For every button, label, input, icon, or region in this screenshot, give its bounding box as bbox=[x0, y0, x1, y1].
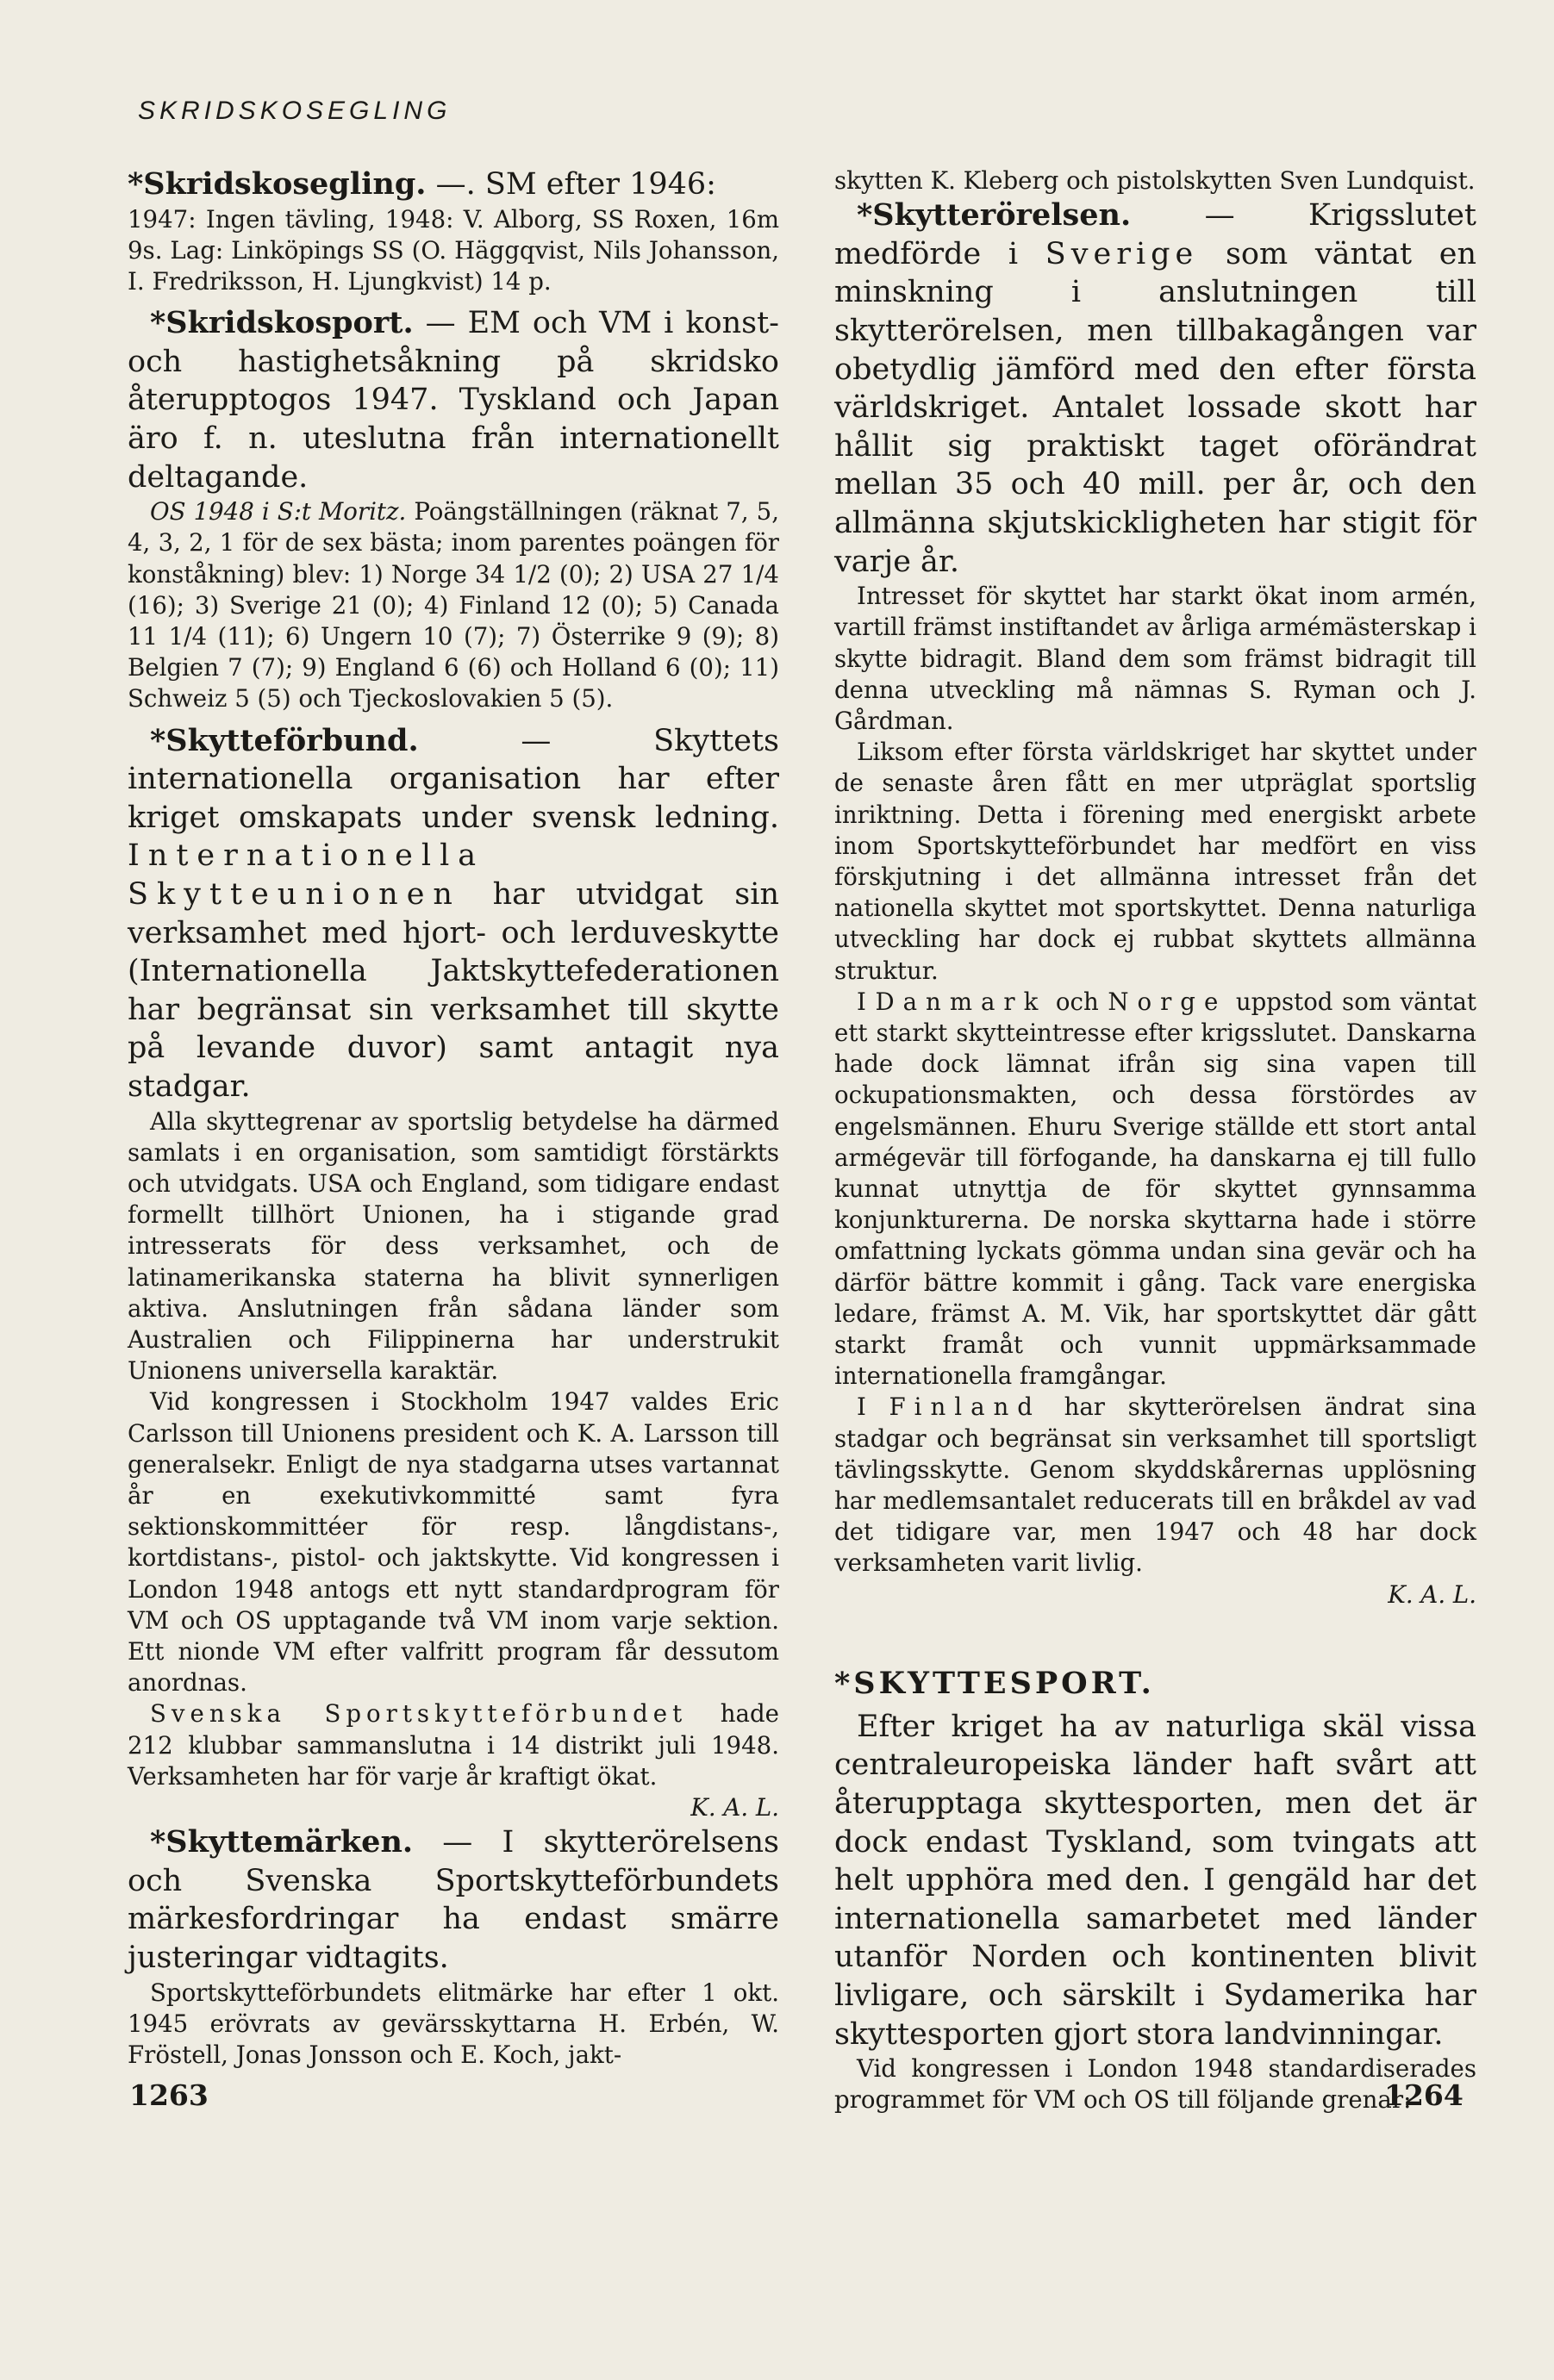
paragraph: Alla skyttegrenar av sportslig betydelse ha därmed samlats i en organisation, som samtidigt förstärkts och utvidgats. USA och England, som tidigare endast formellt tillhört Unionen, ha i stigande grad intresserats för dess verksamhet, och de latinamerikanska staterna ha blivit synnerligen aktiva. Anslutningen från sådana länder som Australien och Filippinerna har understrukit Unionens universella karaktär. bbox=[128, 1106, 779, 1386]
left-column bbox=[128, 165, 779, 2071]
entry-skridskosport: *Skridskosport. — EM och VM i konst- och hastighetsåkning på skridsko återupptogos 1947. Tyskland och Japan äro f. n. uteslutna från internationellt deltagande. bbox=[128, 305, 779, 495]
skridskosegling-results: 1947: Ingen tävling, 1948: V. Alborg, SS Roxen, 16m 9s. Lag: Linköpings SS (O. Häggqvist, Nils Johansson, I. Fredriksson, H. Ljungkvist) 14 p. bbox=[128, 204, 779, 296]
section-title-skyttesport: *SKYTTESPORT. bbox=[834, 1665, 1155, 1701]
page-number-right: 1264 bbox=[1384, 2078, 1464, 2112]
signature-row bbox=[834, 1579, 1476, 1611]
paragraph: I Danmark och Norge uppstod som väntat ett starkt skytteintresse efter krigsslutet. Danskarna hade dock lämnat ifrån sig sina vapen till ockupationsmakten, och dessa förstördes av engelsmännen. Ehuru Sverige ställde ett stort antal armégevär till förfogande, ha danskarna ej till fullo kunnat utnyttja de för skyttet gynnsamma konjunkturerna. De norska skyttarna hade i större omfattning lyckats gömma undan sina gevär och ha därför bättre kommit i gång. Tack vare energiska ledare, främst A. M. Vik, har sportskyttet där gått starkt framåt och vunnit uppmärksammade internationella framgångar. bbox=[834, 987, 1476, 1391]
entry-skyttemarken: *Skyttemärken. — I skytterörelsens och Svenska Sportskytteförbundets märkesfordringar ha endast smärre justeringar vidtagits. bbox=[128, 1824, 779, 1975]
os-1948-results: OS 1948 i S:t Moritz. Poängställningen (räknat 7, 5, 4, 3, 2, 1 för de sex bästa; inom parentes poängen för konståkning) blev: 1) Norge 34 1/2 (0); 2) USA 27 1/4 (16); 3) Sverige 21 (0); 4) Finland 12 (0); 5) Canada 11 1/4 (11); 6) Ungern 10 (7); 7) Österrike 9 (9); 8) Belgien 7 (7); 9) England 6 (6) och Holland 6 (0); 11) Schweiz 5 (5) och Tjeckoslovakien 5 (5). bbox=[128, 497, 779, 713]
paragraph: Svenska Sportskytteförbundet hade 212 klubbar sammanslutna i 14 distrikt juli 1948. Verksamheten har för varje år kraftigt ökat. bbox=[128, 1699, 779, 1791]
author-signature: K. A. L. bbox=[690, 1793, 779, 1822]
right-column bbox=[834, 165, 1476, 2116]
continuation: skytten K. Kleberg och pistolskytten Sven Lundquist. bbox=[834, 166, 1476, 195]
headword: *Skytterörelsen. bbox=[857, 197, 1132, 234]
paragraph: Intresset för skyttet har starkt ökat inom armén, vartill främst instiftandet av årliga armémästerskap i skytte bidragit. Bland dem som främst bidragit till denna utveckling må nämnas S. Ryman och J. Gårdman. bbox=[834, 582, 1476, 735]
paragraph: Vid kongressen i Stockholm 1947 valdes Eric Carlsson till Unionens president och K. A. Larsson till generalsekr. Enligt de nya stadgarna utses vartannat år en exekutivkommitté samt fyra sektionskommittéer för resp. långdistans-, kortdistans-, pistol- och jaktskytte. Vid kongressen i London 1948 antogs ett nytt standardprogram för VM och OS upptagande två VM inom varje sektion. Ett nionde VM efter valfritt program får dessutom anordnas. bbox=[128, 1387, 779, 1698]
headword: *Skridskosport. bbox=[150, 305, 414, 341]
entry-skytteforbund: *Skytteförbund. — Skyttets internationella organisation har efter kriget omskapats under svensk ledning. Internationella Skytteunionen har utvidgat sin verksamhet med hjort- och lerduveskytte (Internationella Jaktskyttefederationen har begränsat sin verksamhet till skytte på levande duvor) samt antagit nya stadgar. bbox=[128, 722, 779, 1104]
page-number-left: 1263 bbox=[129, 2078, 209, 2112]
signature-row bbox=[128, 1792, 779, 1823]
headword: *Skyttemärken. bbox=[150, 1824, 414, 1860]
paragraph: Liksom efter första världskriget har skyttet under de senaste åren fått en mer utpräglat sportslig inriktning. Detta i förening med energiskt arbete inom Sportskytteförbundet har medfört en viss förskjutning i det allmänna intresset från det nationella skyttet mot sportskyttet. Denna naturliga utveckling har dock ej rubbat skyttets allmänna struktur. bbox=[834, 738, 1476, 985]
paragraph: Efter kriget ha av naturliga skäl vissa centraleuropeiska länder haft svårt att återupptaga skyttesporten, men det är dock endast Tyskland, som tvingats att helt upphöra med den. I gengäld har det internationella samarbetet med länder utanför Norden och kontinenten blivit livligare, och särskilt i Sydamerika har skyttesporten gjort stora landvinningar. bbox=[834, 1709, 1476, 2052]
entry-skytterorelsen: *Skytterörelsen. — Krigsslutet medförde i Sverige som väntat en minskning i anslutningen till skytterörelsen, men tillbakagången var obetydlig jämförd med den efter första världskriget. Antalet lossade skott har hållit sig praktiskt taget oförändrat mellan 35 och 40 mill. per år, och den allmänna skjutskickligheten har stigit för varje år. bbox=[834, 197, 1476, 579]
paragraph: Vid kongressen i London 1948 standardiserades programmet för VM och OS till följande grenar: bbox=[834, 2054, 1476, 2115]
headword: *Skytteförbund. bbox=[150, 722, 419, 758]
headword: *Skridskosegling. bbox=[128, 166, 427, 202]
running-head: SKRIDSKOSEGLING bbox=[138, 97, 452, 125]
paragraph: Sportskytteförbundets elitmärke har efter 1 okt. 1945 erövrats av gevärsskyttarna H. Erbén, W. Fröstell, Jonas Jonsson och E. Koch, jakt- bbox=[128, 1978, 779, 2069]
author-signature: K. A. L. bbox=[1388, 1579, 1476, 1609]
paragraph: I Finland har skytterörelsen ändrat sina stadgar och begränsat sin verksamhet till sportsligt tävlingsskytte. Genom skyddskårernas upplösning har medlemsantalet reducerats till en bråkdel av vad det tidigare var, men 1947 och 48 har dock verksamheten varit livlig. bbox=[834, 1392, 1476, 1578]
entry-skridskosegling: *Skridskosegling. —. SM efter 1946: bbox=[128, 166, 716, 202]
